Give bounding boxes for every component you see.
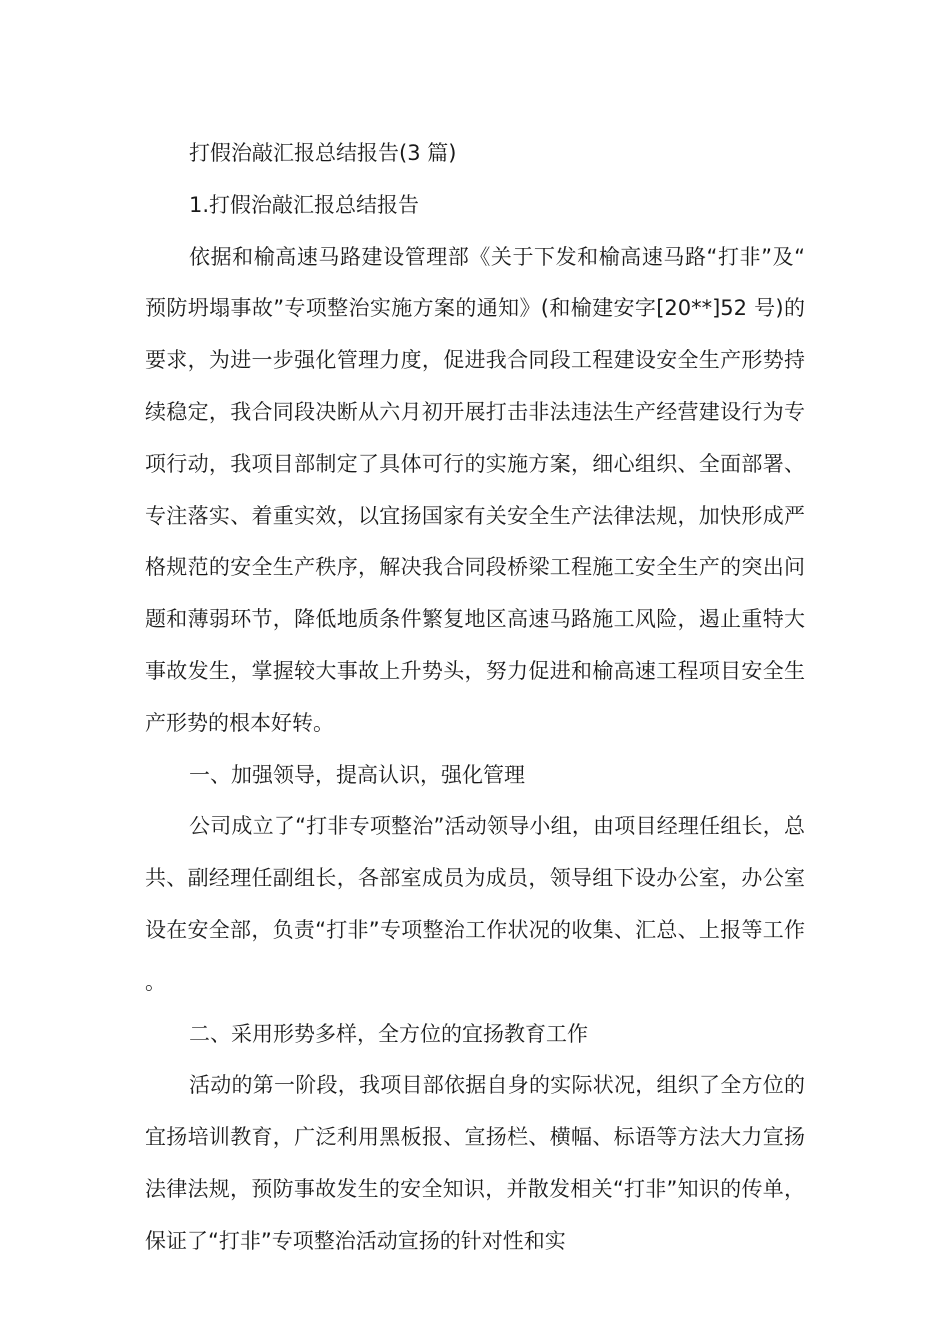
paragraph-leadership: 公司成立了“打非专项整治”活动领导小组，由项目经理任组长，总共、副经理任副组长，各部室成员为成员，领导组下设办公室，办公室设在安全部，负责“打非”专项整治工作状况的收集、汇总、上报等工作。 (145, 814, 805, 994)
paragraph-intro: 依据和榆高速马路建设管理部《关于下发和榆高速马路“打非”及“预防坍塌事故”专项整治实施方案的通知》(和榆建安字[20**]52 号)的要求，为进一步强化管理力度，促进我合同段工程建设安全生产形势持续稳定，我合同段决断从六月初开展打击非法违法生产经营建设行为专项行动，我项目部制定了具体可行的实施方案，细心组织、全面部署、专注落实、着重实效，以宜扬国家有关安全生产法律法规，加快形成严格规范的安全生产秩序，解决我合同段桥梁工程施工安全生产的突出问题和薄弱环节，降低地质条件繁复地区高速马路施工风险，遏止重特大事故发生，掌握较大事故上升势头，努力促进和榆高速工程项目安全生产形势的根本好转。 (145, 244, 805, 735)
document-title: 打假治敲汇报总结报告(3 篇) (189, 141, 457, 165)
section-title: 1.打假治敲汇报总结报告 (189, 192, 420, 217)
heading-publicity: 二、采用形势多样，全方位的宜扬教育工作 (189, 1021, 588, 1046)
paragraph-publicity: 活动的第一阶段，我项目部依据自身的实际状况，组织了全方位的宜扬培训教育，广泛利用黑板报、宣扬栏、横幅、标语等方法大力宣扬法律法规，预防事故发生的安全知识，并散发相关“打非”知识的传单，保证了“打非”专项整治活动宣扬的针对性和实 (145, 1073, 805, 1253)
document-body (145, 128, 805, 1268)
heading-leadership: 一、加强领导，提高认识，强化管理 (189, 762, 525, 787)
